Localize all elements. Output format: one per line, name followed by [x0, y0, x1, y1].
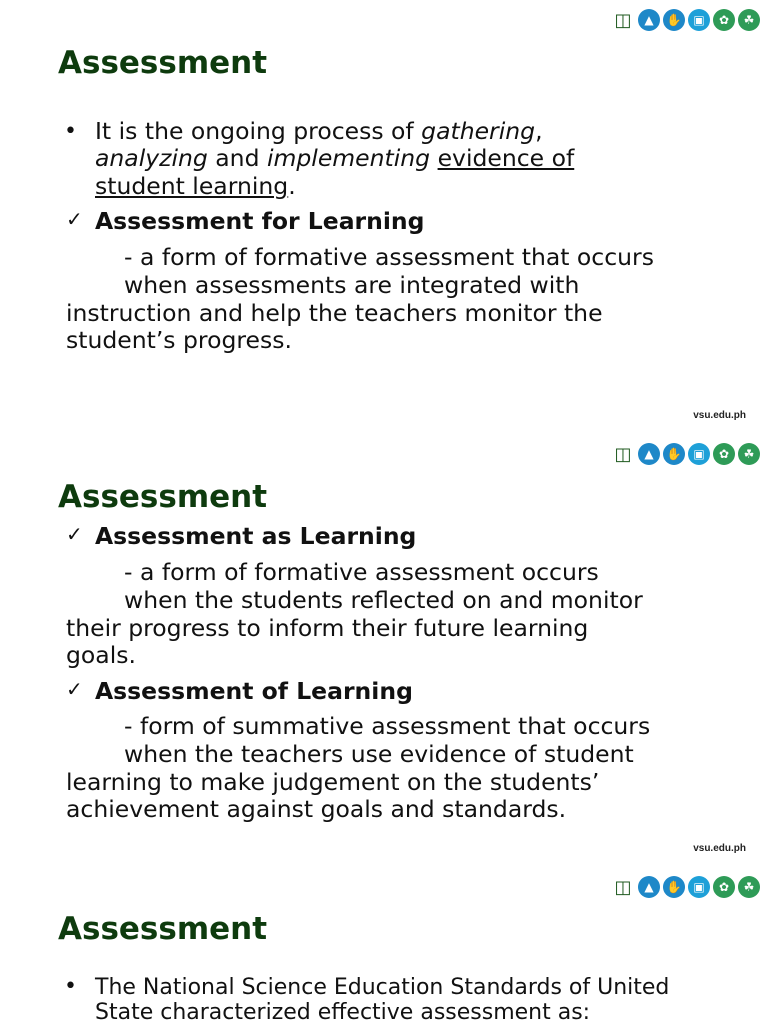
space-text: [430, 144, 437, 172]
book-logo-icon: ◫: [611, 876, 635, 898]
slide-1: [0, 0, 768, 434]
book-logo-icon: ◫: [611, 9, 635, 31]
plant-logo-icon: ☘: [738, 876, 760, 898]
description-line: - form of summative assessment that occurs: [124, 712, 651, 740]
description-line: when the teachers use evidence of student: [124, 740, 634, 768]
description-line: their progress to inform their future learning: [66, 614, 589, 642]
description-line: achievement against goals and standards.: [66, 795, 567, 823]
assessment-of-learning-heading: Assessment of Learning: [95, 677, 413, 705]
description-line: learning to make judgement on the students’: [66, 768, 600, 796]
comma-text: ,: [535, 117, 543, 145]
description-line: - a form of formative assessment occurs: [124, 558, 599, 586]
footer-url: vsu.edu.ph: [693, 410, 746, 421]
footer-url: vsu.edu.ph: [693, 843, 746, 854]
gathering-text: gathering: [421, 117, 536, 145]
description-line: State characterized effective assessment as:: [95, 1000, 591, 1025]
checkmark-icon: ✓: [66, 522, 83, 546]
description-line: when the students reflected on and monitor: [124, 586, 643, 614]
bullet-icon: •: [64, 119, 77, 144]
description-line: - a form of formative assessment that occurs: [124, 243, 654, 271]
analyzing-text: analyzing: [95, 144, 208, 172]
screen-logo-icon: ▣: [688, 9, 710, 31]
hand-logo-icon: ✋: [663, 876, 685, 898]
plant-logo-icon: ☘: [738, 443, 760, 465]
evidence-text: evidence of: [437, 144, 575, 172]
handshake-logo-icon: ✿: [713, 9, 735, 31]
book-logo-icon: ◫: [611, 443, 635, 465]
plant-logo-icon: ☘: [738, 9, 760, 31]
description-line: goals.: [66, 641, 136, 669]
mountain-logo-icon: ▲: [638, 443, 660, 465]
screen-logo-icon: ▣: [688, 876, 710, 898]
definition-line-2: [95, 145, 574, 173]
description-line: student’s progress.: [66, 326, 292, 354]
period-text: .: [288, 172, 296, 200]
description-line: The National Science Education Standards of United: [95, 975, 670, 1000]
slide-title: Assessment: [58, 45, 268, 81]
institution-logos: [611, 876, 760, 898]
definition-line-1: [95, 118, 543, 146]
mountain-logo-icon: ▲: [638, 9, 660, 31]
slide-2: [0, 434, 768, 868]
handshake-logo-icon: ✿: [713, 876, 735, 898]
hand-logo-icon: ✋: [663, 443, 685, 465]
checkmark-icon: ✓: [66, 677, 83, 701]
definition-line-3: [95, 173, 296, 201]
implementing-text: implementing: [266, 144, 431, 172]
screen-logo-icon: ▣: [688, 443, 710, 465]
institution-logos: [611, 9, 760, 31]
institution-logos: [611, 443, 760, 465]
and-text: and: [207, 144, 267, 172]
assessment-for-learning-heading: Assessment for Learning: [95, 207, 425, 235]
checkmark-icon: ✓: [66, 207, 83, 231]
description-line: instruction and help the teachers monitor the: [66, 299, 603, 327]
handshake-logo-icon: ✿: [713, 443, 735, 465]
slide-3: [0, 868, 768, 1024]
slide-title: Assessment: [58, 911, 268, 947]
slide-title: Assessment: [58, 479, 268, 515]
mountain-logo-icon: ▲: [638, 876, 660, 898]
assessment-as-learning-heading: Assessment as Learning: [95, 522, 417, 550]
description-line: when assessments are integrated with: [124, 271, 580, 299]
definition-text: It is the ongoing process of: [95, 117, 422, 145]
student-learning-text: student learning: [95, 172, 289, 200]
hand-logo-icon: ✋: [663, 9, 685, 31]
bullet-icon: •: [64, 974, 77, 999]
